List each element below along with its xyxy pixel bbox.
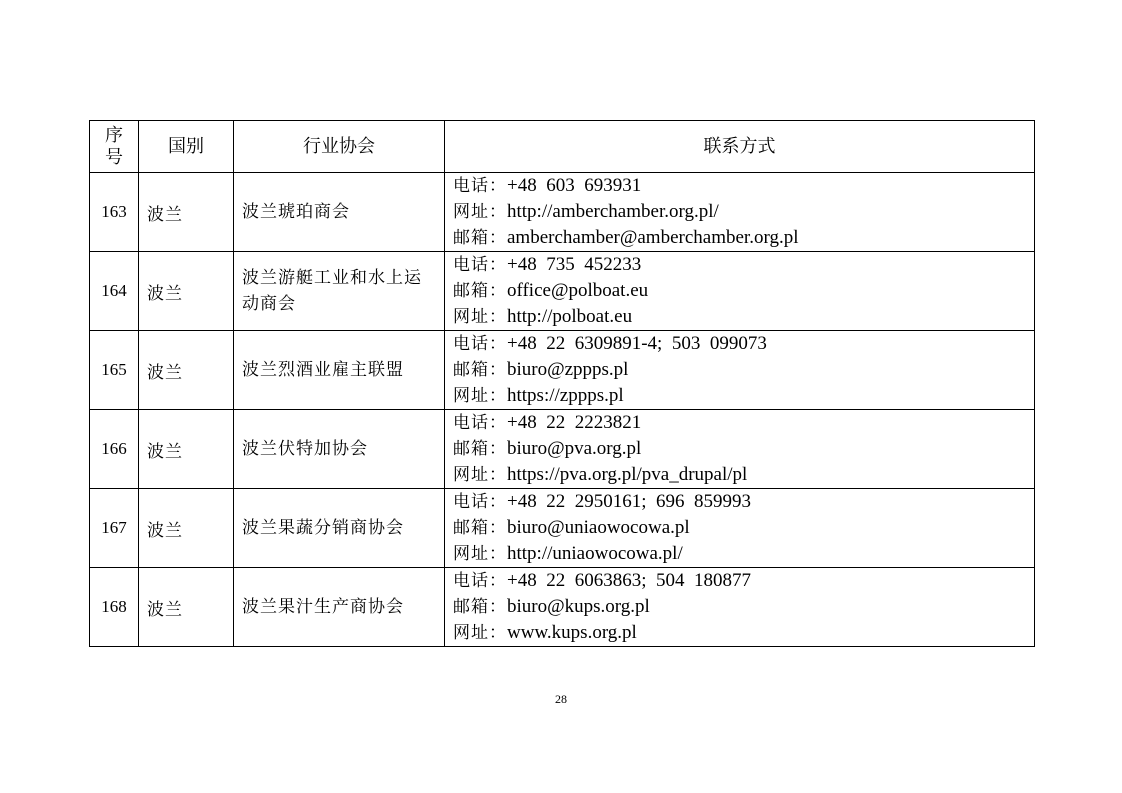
contact-line: [453, 541, 1034, 567]
row-country: 波兰: [139, 410, 234, 489]
header-index-line2: 号: [105, 146, 123, 168]
table-row: [90, 568, 1035, 647]
row-association: 波兰果汁生产商协会: [234, 568, 445, 647]
header-index: [90, 121, 139, 173]
contact-line: [453, 436, 1034, 462]
row-contact: [445, 173, 1035, 252]
row-country: 波兰: [139, 489, 234, 568]
row-index: 164: [90, 252, 139, 331]
contact-line: [453, 331, 1034, 357]
contact-label: 邮箱：: [453, 228, 507, 248]
contact-line: [453, 489, 1034, 515]
contact-label: 电话：: [453, 176, 507, 196]
contact-line: [453, 462, 1034, 488]
row-country: 波兰: [139, 173, 234, 252]
contact-value: +48 22 2950161; 696 859993: [507, 491, 751, 512]
contact-label: 邮箱：: [453, 360, 507, 380]
contact-value: biuro@uniaowocowa.pl: [507, 517, 690, 538]
contact-line: [453, 278, 1034, 304]
contact-line: [453, 304, 1034, 330]
contact-label: 邮箱：: [453, 597, 507, 617]
contact-label: 网址：: [453, 202, 507, 222]
row-index: 167: [90, 489, 139, 568]
contact-value: http://uniaowocowa.pl/: [507, 543, 683, 564]
table-row: [90, 173, 1035, 252]
contact-line: [453, 594, 1034, 620]
contact-label: 网址：: [453, 544, 507, 564]
contact-value: +48 22 6063863; 504 180877: [507, 570, 751, 591]
contact-value: www.kups.org.pl: [507, 622, 637, 643]
row-association: 波兰烈酒业雇主联盟: [234, 331, 445, 410]
contact-value: http://amberchamber.org.pl/: [507, 201, 719, 222]
header-country: 国别: [139, 121, 234, 173]
contact-value: office@polboat.eu: [507, 280, 649, 301]
contact-value: biuro@pva.org.pl: [507, 438, 642, 459]
contact-label: 电话：: [453, 255, 507, 275]
row-association: 波兰游艇工业和水上运动商会: [234, 252, 445, 331]
contact-label: 网址：: [453, 307, 507, 327]
contact-value: biuro@zppps.pl: [507, 359, 629, 380]
contact-line: [453, 173, 1034, 199]
row-country: 波兰: [139, 568, 234, 647]
row-contact: [445, 252, 1035, 331]
contact-label: 电话：: [453, 571, 507, 591]
contact-label: 电话：: [453, 413, 507, 433]
row-association: 波兰果蔬分销商协会: [234, 489, 445, 568]
table-row: [90, 410, 1035, 489]
contact-line: [453, 620, 1034, 646]
contact-value: +48 603 693931: [507, 175, 642, 196]
contact-value: +48 735 452233: [507, 254, 642, 275]
contact-label: 网址：: [453, 465, 507, 485]
contact-value: biuro@kups.org.pl: [507, 596, 650, 617]
row-index: 166: [90, 410, 139, 489]
contact-value: http://polboat.eu: [507, 306, 633, 327]
table-header-row: [90, 121, 1035, 173]
row-index: 168: [90, 568, 139, 647]
contact-label: 网址：: [453, 623, 507, 643]
row-contact: [445, 410, 1035, 489]
header-index-line1: 序: [105, 124, 123, 146]
row-contact: [445, 568, 1035, 647]
row-country: 波兰: [139, 252, 234, 331]
contact-line: [453, 199, 1034, 225]
row-association: 波兰伏特加协会: [234, 410, 445, 489]
contact-label: 邮箱：: [453, 518, 507, 538]
contact-value: https://pva.org.pl/pva_drupal/pl: [507, 464, 748, 485]
header-contact: 联系方式: [445, 121, 1035, 173]
page-number: 28: [555, 692, 567, 706]
contact-line: [453, 252, 1034, 278]
header-association: 行业协会: [234, 121, 445, 173]
contact-label: 电话：: [453, 334, 507, 354]
row-index: 165: [90, 331, 139, 410]
contact-line: [453, 383, 1034, 409]
contact-label: 邮箱：: [453, 281, 507, 301]
table-body: [90, 173, 1035, 647]
contact-label: 网址：: [453, 386, 507, 406]
table-row: [90, 252, 1035, 331]
row-association: 波兰琥珀商会: [234, 173, 445, 252]
contact-value: https://zppps.pl: [507, 385, 624, 406]
contact-value: +48 22 2223821: [507, 412, 642, 433]
contact-line: [453, 568, 1034, 594]
contact-label: 邮箱：: [453, 439, 507, 459]
table-row: [90, 331, 1035, 410]
row-contact: [445, 489, 1035, 568]
association-table: [89, 120, 1035, 647]
row-index: 163: [90, 173, 139, 252]
contact-line: [453, 410, 1034, 436]
contact-line: [453, 515, 1034, 541]
table-row: [90, 489, 1035, 568]
contact-line: [453, 357, 1034, 383]
contact-label: 电话：: [453, 492, 507, 512]
row-country: 波兰: [139, 331, 234, 410]
contact-value: +48 22 6309891-4; 503 099073: [507, 333, 767, 354]
contact-line: [453, 225, 1034, 251]
row-contact: [445, 331, 1035, 410]
contact-value: amberchamber@amberchamber.org.pl: [507, 227, 799, 248]
